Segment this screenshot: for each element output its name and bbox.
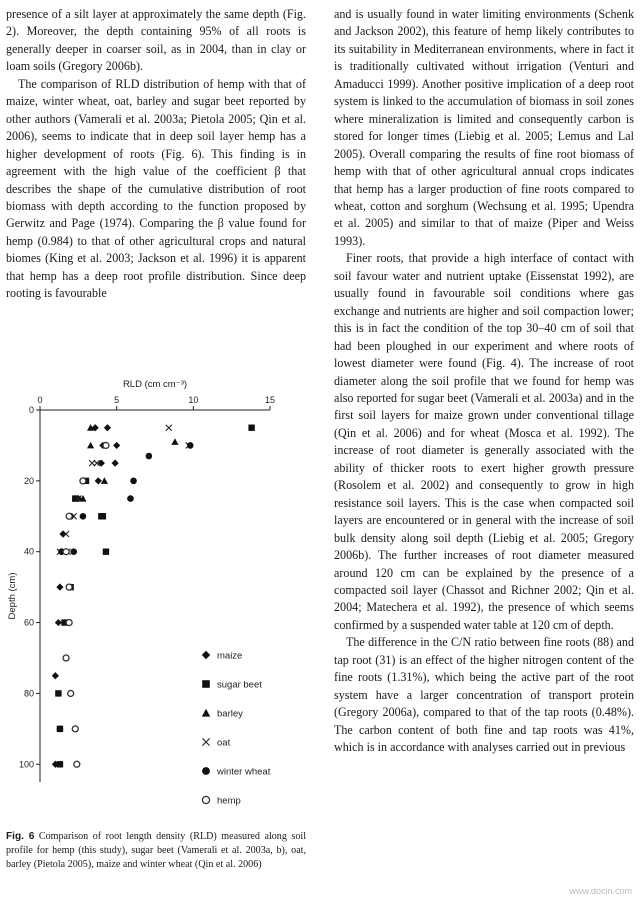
x-tick-label: 5: [114, 395, 120, 405]
data-point-sugar-beet: [98, 513, 104, 519]
data-point-maize: [52, 672, 59, 679]
x-tick-label: 0: [37, 395, 43, 405]
legend-label-maize: maize: [217, 650, 243, 662]
y-tick-label: 40: [23, 546, 34, 557]
data-point-sugar-beet: [57, 761, 63, 767]
data-point-hemp: [66, 620, 72, 626]
right-column-text: [334, 6, 634, 756]
rld-scatter-chart: [6, 368, 306, 828]
data-point-winter-wheat: [70, 548, 77, 555]
x-tick-label: 10: [188, 395, 199, 405]
left-column-text: [6, 6, 306, 303]
data-point-barley: [171, 438, 178, 445]
data-point-hemp: [74, 761, 80, 767]
data-point-sugar-beet: [57, 726, 63, 732]
data-point-hemp: [66, 584, 72, 590]
x-tick-label: 15: [264, 395, 276, 405]
data-point-sugar-beet: [248, 425, 254, 431]
data-point-hemp: [80, 478, 86, 484]
data-point-winter-wheat: [80, 513, 87, 520]
data-point-maize: [55, 619, 62, 626]
legend-label-barley: barley: [217, 708, 243, 720]
legend-marker-winter-wheat: [202, 767, 210, 775]
data-point-hemp: [66, 513, 72, 519]
data-point-hemp: [68, 690, 74, 696]
y-tick-label: 80: [23, 688, 34, 699]
left-paragraph-2: The comparison of RLD distribution of hemp with that of maize, winter wheat, oat, barley and sugar beet reported by other authors (Vamerali et al. 2003a; Pietola 2005; Qin et al. 2006), seems to indicate that in deep soil layer hemp has a higher development of roots (Fig. 6). This finding is in agreement with the high value of the coefficient β that describes the shape of the cumulative distribution of root biomass with depth according to the function proposed by Gerwitz and Page (1974). Comparing the β value found for hemp (0.984) to that of other agricultural crops and natural biomes (King et al. 2003; Jackson et al. 1996) it is apparent that hemp has a deep root profile distribution. Since deep rooting is favourable: [6, 76, 306, 301]
data-point-winter-wheat: [187, 442, 194, 449]
data-point-maize: [56, 584, 63, 591]
y-tick-label: 60: [23, 617, 34, 628]
legend-label-sugar-beet: sugar beet: [217, 679, 262, 691]
legend-marker-sugar-beet: [202, 680, 210, 688]
legend-marker-oat: [202, 738, 209, 745]
legend-label-hemp: hemp: [217, 795, 241, 807]
legend-label-oat: oat: [217, 737, 231, 749]
data-point-winter-wheat: [146, 453, 153, 460]
left-paragraph-1: presence of a silt layer at approximately the same depth (Fig. 2). Moreover, the depth containing 95% of all roots is generally deeper in coarser soil, as in 2004, than in clay or loam soils (Gregory 2006b).: [6, 7, 306, 74]
figure-caption-text: Comparison of root length density (RLD) measured along soil profile for hemp (this study), sugar beet (Vamerali et al. 2003a, b), oat, barley (Pietola 2005), maize and winter wheat (Qin et al. 2006): [6, 831, 306, 871]
x-axis-title: RLD (cm cm⁻³): [122, 379, 188, 390]
y-axis-title: Depth (cm): [7, 572, 18, 620]
figure-caption: [6, 830, 306, 872]
data-point-oat: [166, 425, 172, 431]
data-point-hemp: [63, 549, 69, 555]
data-point-winter-wheat: [130, 478, 137, 485]
legend-marker-barley: [202, 709, 210, 717]
data-point-maize: [113, 442, 120, 449]
data-point-barley: [101, 477, 108, 484]
right-paragraph-2: Finer roots, that provide a high interface of contact with soil favour water and nutrient uptake (Eissenstat 1992), are usually found in favourable soil conditions where gas exchange and nutrients are higher and soil compaction lower; this is in fact the condition of the top 30–40 cm of soil that had been ploughed in our experiment and where roots of lowest diameter were found (Fig. 4). The increase of root diameter along the soil profile that we found for hemp was also reported for sugar beet (Vamerali et al. 2003a) and in the first soil layers for maize grown under conventional tillage (Qin et al. 2006) and for wheat (Mosca et al. 1992). The increase of root diameter is generally associated with the ability of thicker roots to exert higher growth pressure (Rosolem et al. 2002) and consequently to grow in high resistance soil layers. This is the case when compacted soil layers are encountered or in general with the increase of soil bulk density along soil depth (Liebig et al. 2005; Gregory 2006b). The further increases of root diameter measured around 120 cm can be explained by the presence of a compacted soil layer (Chassot and Richner 2002; Qin et al. 2004; Matechera et al. 1992), the presence of which seems confirmed by a suspended water table at 120 cm of depth.: [334, 251, 634, 632]
figure-6: [6, 368, 306, 828]
right-paragraph-1: and is usually found in water limiting environments (Schenk and Jackson 2002), this feature of hemp likely contributes to its suitability in Mediterranean environments, where in fact it is traditionally cultivated without irrigation (Venturi and Amaducci 1999). Another positive implication of a deep root system is linked to the accumulation of biomass in soil zones where mineralization is limited and consequently carbon is stored for longer times (Liebig et al. 2005; Lemus and Lal 2005). Overall comparing the results of fine root biomass of hemp with that of other agricultural annual crops indicates that hemp has a larger production of fine roots compared to wheat, cotton and sorghum (Wechsung et al. 1995; Upendra et al. 2005) and similar to that of maize (Piper and Weiss 1993).: [334, 7, 634, 248]
data-point-barley: [87, 442, 94, 449]
y-tick-label: 0: [28, 405, 34, 415]
legend-marker-maize: [202, 651, 210, 659]
data-point-sugar-beet: [55, 690, 61, 696]
data-point-hemp: [72, 726, 78, 732]
data-point-hemp: [103, 442, 109, 448]
figure-label: Fig. 6: [6, 831, 35, 842]
data-point-maize: [95, 477, 102, 484]
y-tick-label: 20: [23, 475, 34, 486]
watermark: www.docin.com: [569, 886, 632, 896]
right-paragraph-3: The difference in the C/N ratio between fine roots (88) and tap root (31) is an effect of the higher nitrogen content of the fine roots (1.31%), which being the active part of the root system have a larger concentration of transport protein (Gregory 2006a), compared to that of the tap roots (0.48%). The carbon content of both fine and tap roots was 41%, which is in accordance with analyses carried out in previous: [334, 635, 634, 755]
data-point-winter-wheat: [127, 495, 134, 502]
data-point-maize: [104, 424, 111, 431]
legend-label-winter-wheat: winter wheat: [217, 766, 271, 778]
data-point-hemp: [63, 655, 69, 661]
legend-marker-hemp: [202, 796, 209, 803]
data-point-sugar-beet: [103, 549, 109, 555]
data-point-maize: [112, 460, 119, 467]
y-tick-label: 100: [18, 759, 34, 770]
